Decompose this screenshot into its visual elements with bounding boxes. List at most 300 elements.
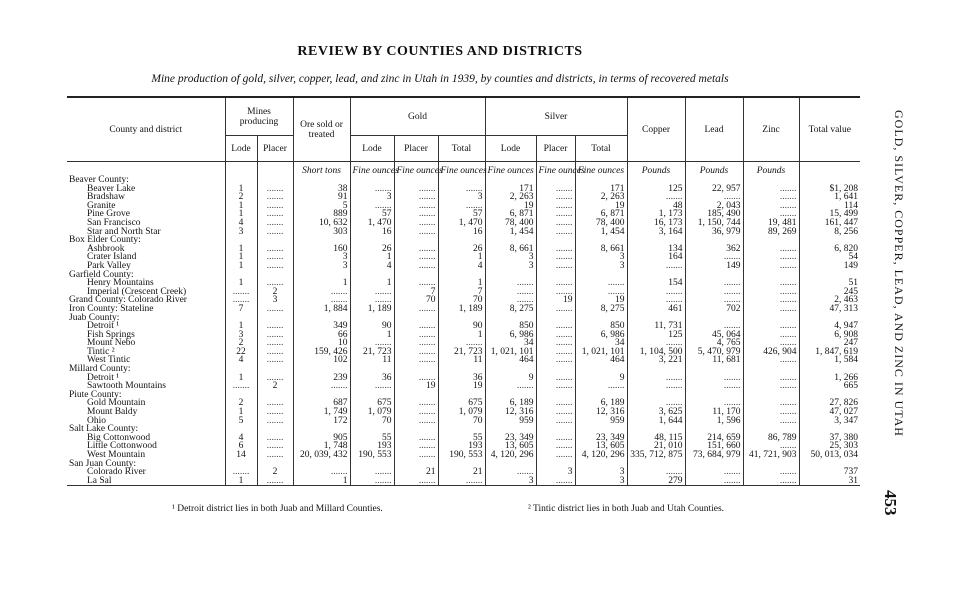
cell-g-placer: 19: [394, 382, 438, 391]
cell-copper: 154: [627, 279, 685, 288]
cell-ore: 159, 426: [293, 348, 350, 357]
cell-s-total: 8, 661: [575, 245, 627, 254]
table-row: [67, 451, 860, 460]
cell-g-total: 193: [438, 442, 485, 451]
district-name: San Juan County:: [67, 460, 225, 469]
district-name: Colorado River: [67, 468, 225, 477]
cell-lead: 214, 659: [685, 434, 743, 443]
district-name: Ashbrook: [67, 245, 225, 254]
header-silver-total: Total: [575, 136, 627, 162]
cell-s-lode: 1, 454: [485, 228, 536, 237]
cell-placer: 2: [257, 468, 293, 477]
cell-zinc: [743, 477, 799, 486]
cell-lead: [685, 382, 743, 391]
table-row: [67, 434, 860, 443]
cell-ore: 1, 749: [293, 408, 350, 417]
cell-lead: 36, 979: [685, 228, 743, 237]
district-name: La Sal: [67, 477, 225, 486]
cell-s-lode: 3: [485, 477, 536, 486]
cell-lode: 5: [225, 417, 257, 426]
cell-s-placer: [536, 228, 575, 237]
cell-g-placer: [394, 228, 438, 237]
cell-g-total: 7: [438, 288, 485, 297]
cell-g-lode: 193: [350, 442, 394, 451]
cell-g-total: 21: [438, 468, 485, 477]
cell-g-lode: 70: [350, 417, 394, 426]
cell-g-total: 4: [438, 262, 485, 271]
header-gold-total: Total: [438, 136, 485, 162]
cell-g-total: 1: [438, 331, 485, 340]
cell-s-lode: [485, 382, 536, 391]
cell-copper: 48, 115: [627, 434, 685, 443]
cell-g-lode: 55: [350, 434, 394, 443]
cell-s-lode: 34: [485, 339, 536, 348]
cell-value: 245: [799, 288, 860, 297]
district-name: Pine Grove: [67, 210, 225, 219]
district-name: Star and North Star: [67, 228, 225, 237]
table-row: [67, 365, 860, 374]
cell-g-lode: 1, 079: [350, 408, 394, 417]
cell-g-total: [438, 477, 485, 486]
cell-lode: 4: [225, 219, 257, 228]
cell-value: 6, 820: [799, 245, 860, 254]
header-lead: Lead: [685, 97, 743, 162]
cell-copper: 279: [627, 477, 685, 486]
cell-copper: 461: [627, 305, 685, 314]
cell-g-lode: 1: [350, 279, 394, 288]
table-row: [67, 348, 860, 357]
cell-zinc: 426, 904: [743, 348, 799, 357]
cell-value: 161, 447: [799, 219, 860, 228]
district-name: Henry Mountains: [67, 279, 225, 288]
cell-value: 4, 947: [799, 322, 860, 331]
cell-zinc: 41, 721, 903: [743, 451, 799, 460]
district-name: West Tintic: [67, 356, 225, 365]
cell-g-lode: 16: [350, 228, 394, 237]
table-row: [67, 228, 860, 237]
cell-s-total: 3: [575, 468, 627, 477]
cell-s-lode: 2, 263: [485, 193, 536, 202]
cell-placer: [257, 451, 293, 460]
cell-s-total: 2, 263: [575, 193, 627, 202]
cell-s-placer: [536, 382, 575, 391]
cell-value: 31: [799, 477, 860, 486]
unit-copper: Pounds: [627, 162, 685, 177]
cell-g-total: 26: [438, 245, 485, 254]
table-row: [67, 331, 860, 340]
cell-zinc: [743, 305, 799, 314]
cell-ore: 5: [293, 202, 350, 211]
header-total-value: Total value: [799, 97, 860, 162]
cell-copper: 48: [627, 202, 685, 211]
cell-zinc: [743, 417, 799, 426]
cell-g-lode: 1: [350, 331, 394, 340]
cell-s-placer: [536, 262, 575, 271]
cell-copper: 134: [627, 245, 685, 254]
district-name: Little Cottonwood: [67, 442, 225, 451]
cell-g-total: 1, 470: [438, 219, 485, 228]
cell-g-lode: 57: [350, 210, 394, 219]
unit-silver-lode: Fine ounces: [485, 162, 536, 177]
cell-lode: 1: [225, 408, 257, 417]
cell-value: 247: [799, 339, 860, 348]
unit-gold-placer: Fine ounces: [394, 162, 438, 177]
cell-s-lode: 6, 871: [485, 210, 536, 219]
table-row: [67, 262, 860, 271]
cell-lead: 702: [685, 305, 743, 314]
cell-s-total: [575, 382, 627, 391]
table-row: [67, 417, 860, 426]
cell-ore: 10, 632: [293, 219, 350, 228]
production-table: [67, 96, 860, 486]
cell-s-placer: [536, 477, 575, 486]
district-name: Fish Springs: [67, 331, 225, 340]
cell-s-total: 464: [575, 356, 627, 365]
cell-value: 1, 584: [799, 356, 860, 365]
district-name: Mount Nebo: [67, 339, 225, 348]
district-name: Ohio: [67, 417, 225, 426]
district-name: Juab County:: [67, 314, 225, 323]
cell-copper: 164: [627, 253, 685, 262]
table-row: [67, 271, 860, 280]
cell-value: 54: [799, 253, 860, 262]
cell-copper: [627, 262, 685, 271]
header-silver-placer: Placer: [536, 136, 575, 162]
cell-placer: 2: [257, 382, 293, 391]
cell-g-placer: [394, 477, 438, 486]
cell-value: 37, 380: [799, 434, 860, 443]
header-silver-lode: Lode: [485, 136, 536, 162]
cell-value: 149: [799, 262, 860, 271]
table-row: [67, 382, 860, 391]
cell-g-lode: 1, 470: [350, 219, 394, 228]
cell-lead: 1, 150, 744: [685, 219, 743, 228]
cell-lode: 1: [225, 185, 257, 194]
district-name: Detroit ¹: [67, 322, 225, 331]
cell-copper: [627, 382, 685, 391]
cell-lead: 2, 043: [685, 202, 743, 211]
cell-s-total: 850: [575, 322, 627, 331]
cell-lead: 185, 490: [685, 210, 743, 219]
cell-lode: 1: [225, 202, 257, 211]
cell-ore: [293, 468, 350, 477]
cell-s-lode: 171: [485, 185, 536, 194]
table-row: [67, 314, 860, 323]
cell-g-lode: 190, 553: [350, 451, 394, 460]
cell-copper: 3, 221: [627, 356, 685, 365]
cell-g-lode: 11: [350, 356, 394, 365]
cell-s-lode: 8, 661: [485, 245, 536, 254]
cell-s-total: 8, 275: [575, 305, 627, 314]
unit-silver-placer: Fine ounces: [536, 162, 575, 177]
cell-value: 25, 303: [799, 442, 860, 451]
cell-placer: [257, 228, 293, 237]
cell-g-total: 675: [438, 399, 485, 408]
cell-value: 6, 908: [799, 331, 860, 340]
cell-g-lode: 1, 189: [350, 305, 394, 314]
cell-s-lode: 3: [485, 262, 536, 271]
cell-g-lode: 26: [350, 245, 394, 254]
cell-copper: 3, 625: [627, 408, 685, 417]
cell-s-total: 3: [575, 253, 627, 262]
district-name: Beaver County:: [67, 176, 225, 185]
cell-placer: [257, 417, 293, 426]
table-row: [67, 356, 860, 365]
footnote-1: ¹ Detroit district lies in both Juab and Millard Counties.: [172, 504, 383, 514]
district-name: Crater Island: [67, 253, 225, 262]
cell-g-total: 3: [438, 193, 485, 202]
cell-g-total: 1: [438, 253, 485, 262]
cell-ore: [293, 382, 350, 391]
cell-lode: 1: [225, 374, 257, 383]
cell-ore: 1, 884: [293, 305, 350, 314]
cell-s-lode: 9: [485, 374, 536, 383]
cell-value: 737: [799, 468, 860, 477]
cell-g-total: 1, 189: [438, 305, 485, 314]
unit-ore: Short tons: [293, 162, 350, 177]
district-name: Gold Mountain: [67, 399, 225, 408]
cell-g-placer: 70: [394, 296, 438, 305]
table-row: [67, 425, 860, 434]
district-name: Big Cottonwood: [67, 434, 225, 443]
cell-ore: 905: [293, 434, 350, 443]
cell-ore: 102: [293, 356, 350, 365]
cell-copper: 16, 173: [627, 219, 685, 228]
cell-lode: 2: [225, 193, 257, 202]
header-mines-lode: Lode: [225, 136, 257, 162]
cell-g-placer: [394, 305, 438, 314]
cell-s-lode: 1, 021, 101: [485, 348, 536, 357]
cell-s-lode: 23, 349: [485, 434, 536, 443]
cell-copper: 335, 712, 875: [627, 451, 685, 460]
cell-s-total: 12, 316: [575, 408, 627, 417]
cell-lode: 2: [225, 339, 257, 348]
cell-g-lode: 36: [350, 374, 394, 383]
cell-value: 1, 266: [799, 374, 860, 383]
cell-lead: 362: [685, 245, 743, 254]
cell-s-total: 13, 605: [575, 442, 627, 451]
cell-s-lode: 13, 605: [485, 442, 536, 451]
table-row: [67, 245, 860, 254]
header-zinc: Zinc: [743, 97, 799, 162]
cell-value: 51: [799, 279, 860, 288]
cell-value: 15, 499: [799, 210, 860, 219]
unit-gold-lode: Fine ounces: [350, 162, 394, 177]
cell-ore: 889: [293, 210, 350, 219]
district-name: Detroit ¹: [67, 374, 225, 383]
table-row: [67, 253, 860, 262]
cell-s-placer: [536, 356, 575, 365]
cell-copper: 125: [627, 185, 685, 194]
table-row: [67, 391, 860, 400]
cell-s-total: 78, 400: [575, 219, 627, 228]
cell-lode: 1: [225, 245, 257, 254]
cell-zinc: [743, 262, 799, 271]
cell-ore: 303: [293, 228, 350, 237]
cell-lead: 73, 684, 979: [685, 451, 743, 460]
table-row: [67, 408, 860, 417]
table-row: [67, 460, 860, 469]
district-name: West Mountain: [67, 451, 225, 460]
cell-lode: 1: [225, 477, 257, 486]
cell-lead: 22, 957: [685, 185, 743, 194]
cell-zinc: [743, 356, 799, 365]
cell-g-placer: [394, 356, 438, 365]
cell-s-lode: 19: [485, 202, 536, 211]
district-name: Beaver Lake: [67, 185, 225, 194]
header-copper: Copper: [627, 97, 685, 162]
cell-s-total: 1, 021, 101: [575, 348, 627, 357]
cell-g-placer: [394, 262, 438, 271]
cell-g-lode: [350, 477, 394, 486]
cell-copper: 1, 173: [627, 210, 685, 219]
header-mines: Mines producing: [225, 97, 293, 136]
table-row: [67, 322, 860, 331]
cell-lead: 4, 765: [685, 339, 743, 348]
cell-s-total: 19: [575, 296, 627, 305]
cell-value: 114: [799, 202, 860, 211]
footnote-2: ² Tintic district lies in both Juab and Utah Counties.: [528, 504, 725, 514]
cell-lode: 1: [225, 262, 257, 271]
cell-g-lode: 90: [350, 322, 394, 331]
cell-value: 665: [799, 382, 860, 391]
cell-s-placer: [536, 305, 575, 314]
district-name: San Francisco: [67, 219, 225, 228]
cell-ore: 3: [293, 262, 350, 271]
cell-value: 47, 027: [799, 408, 860, 417]
cell-placer: [257, 305, 293, 314]
cell-value: 50, 013, 034: [799, 451, 860, 460]
unit-gold-total: Fine ounces: [438, 162, 485, 177]
cell-s-total: 6, 986: [575, 331, 627, 340]
cell-lead: 11, 681: [685, 356, 743, 365]
cell-ore: 172: [293, 417, 350, 426]
cell-s-total: 171: [575, 185, 627, 194]
district-name: Salt Lake County:: [67, 425, 225, 434]
page-title: REVIEW BY COUNTIES AND DISTRICTS: [297, 44, 583, 59]
cell-ore: 66: [293, 331, 350, 340]
cell-g-total: 1, 079: [438, 408, 485, 417]
cell-placer: [257, 356, 293, 365]
district-name: Bradshaw: [67, 193, 225, 202]
district-name: Imperial (Crescent Creek): [67, 288, 225, 297]
district-name: Garfield County:: [67, 271, 225, 280]
cell-s-total: 3: [575, 477, 627, 486]
cell-s-total: 6, 871: [575, 210, 627, 219]
cell-value: 3, 347: [799, 417, 860, 426]
cell-g-total: 16: [438, 228, 485, 237]
cell-g-total: 90: [438, 322, 485, 331]
cell-g-total: 19: [438, 382, 485, 391]
page-number: 453: [881, 490, 900, 516]
table-row: [67, 374, 860, 383]
cell-lode: 6: [225, 442, 257, 451]
cell-placer: 2: [257, 288, 293, 297]
cell-ore: 38: [293, 185, 350, 194]
cell-lode: 7: [225, 305, 257, 314]
cell-s-lode: 6, 986: [485, 331, 536, 340]
cell-s-total: 1, 454: [575, 228, 627, 237]
cell-ore: 91: [293, 193, 350, 202]
cell-g-placer: 21: [394, 468, 438, 477]
cell-g-lode: [350, 382, 394, 391]
cell-zinc: 19, 481: [743, 219, 799, 228]
cell-s-total: 4, 120, 296: [575, 451, 627, 460]
cell-lode: 3: [225, 331, 257, 340]
district-name: Tintic ²: [67, 348, 225, 357]
district-name: Sawtooth Mountains: [67, 382, 225, 391]
cell-g-total: 36: [438, 374, 485, 383]
table-row: [67, 236, 860, 245]
cell-lead: 151, 660: [685, 442, 743, 451]
district-name: Iron County: Stateline: [67, 305, 225, 314]
cell-s-placer: [536, 451, 575, 460]
table-row: [67, 202, 860, 211]
cell-ore: 239: [293, 374, 350, 383]
table-caption: Mine production of gold, silver, copper, lead, and zinc in Utah in 1939, by counties and districts, in terms of recovered metals: [151, 73, 729, 85]
header-ore: Ore sold or treated: [293, 97, 350, 162]
units-row: [67, 162, 860, 177]
cell-lode: 3: [225, 228, 257, 237]
unit-silver-total: Fine ounces: [575, 162, 627, 177]
cell-zinc: 89, 269: [743, 228, 799, 237]
cell-s-lode: 6, 189: [485, 399, 536, 408]
cell-s-total: 23, 349: [575, 434, 627, 443]
cell-g-lode: 4: [350, 262, 394, 271]
cell-s-lode: 12, 316: [485, 408, 536, 417]
cell-g-placer: 7: [394, 288, 438, 297]
cell-value: 1, 847, 619: [799, 348, 860, 357]
cell-g-total: 57: [438, 210, 485, 219]
cell-lead: 149: [685, 262, 743, 271]
cell-s-placer: [536, 417, 575, 426]
cell-zinc: [743, 382, 799, 391]
district-name: Grand County: Colorado River: [67, 296, 225, 305]
cell-s-placer: 3: [536, 468, 575, 477]
cell-s-total: 9: [575, 374, 627, 383]
cell-g-lode: 1: [350, 253, 394, 262]
district-name: Park Valley: [67, 262, 225, 271]
header-silver: Silver: [485, 97, 627, 136]
cell-copper: 11, 731: [627, 322, 685, 331]
cell-s-total: 19: [575, 202, 627, 211]
cell-copper: 21, 010: [627, 442, 685, 451]
cell-lead: 11, 170: [685, 408, 743, 417]
cell-s-lode: 8, 275: [485, 305, 536, 314]
cell-s-lode: 4, 120, 296: [485, 451, 536, 460]
cell-g-placer: [394, 417, 438, 426]
cell-s-total: 959: [575, 417, 627, 426]
district-name: Millard County:: [67, 365, 225, 374]
cell-lode: 1: [225, 210, 257, 219]
cell-g-total: 1: [438, 279, 485, 288]
cell-g-lode: 21, 723: [350, 348, 394, 357]
table-row: [67, 305, 860, 314]
cell-g-total: 190, 553: [438, 451, 485, 460]
cell-g-total: 70: [438, 296, 485, 305]
cell-placer: [257, 262, 293, 271]
cell-ore: 20, 039, 432: [293, 451, 350, 460]
cell-placer: 3: [257, 296, 293, 305]
cell-value: 1, 641: [799, 193, 860, 202]
header-county: County and district: [67, 97, 225, 162]
cell-s-total: 6, 189: [575, 399, 627, 408]
unit-lead: Pounds: [685, 162, 743, 177]
header-mines-placer: Placer: [257, 136, 293, 162]
cell-copper: 3, 164: [627, 228, 685, 237]
cell-s-lode: 78, 400: [485, 219, 536, 228]
district-name: Piute County:: [67, 391, 225, 400]
